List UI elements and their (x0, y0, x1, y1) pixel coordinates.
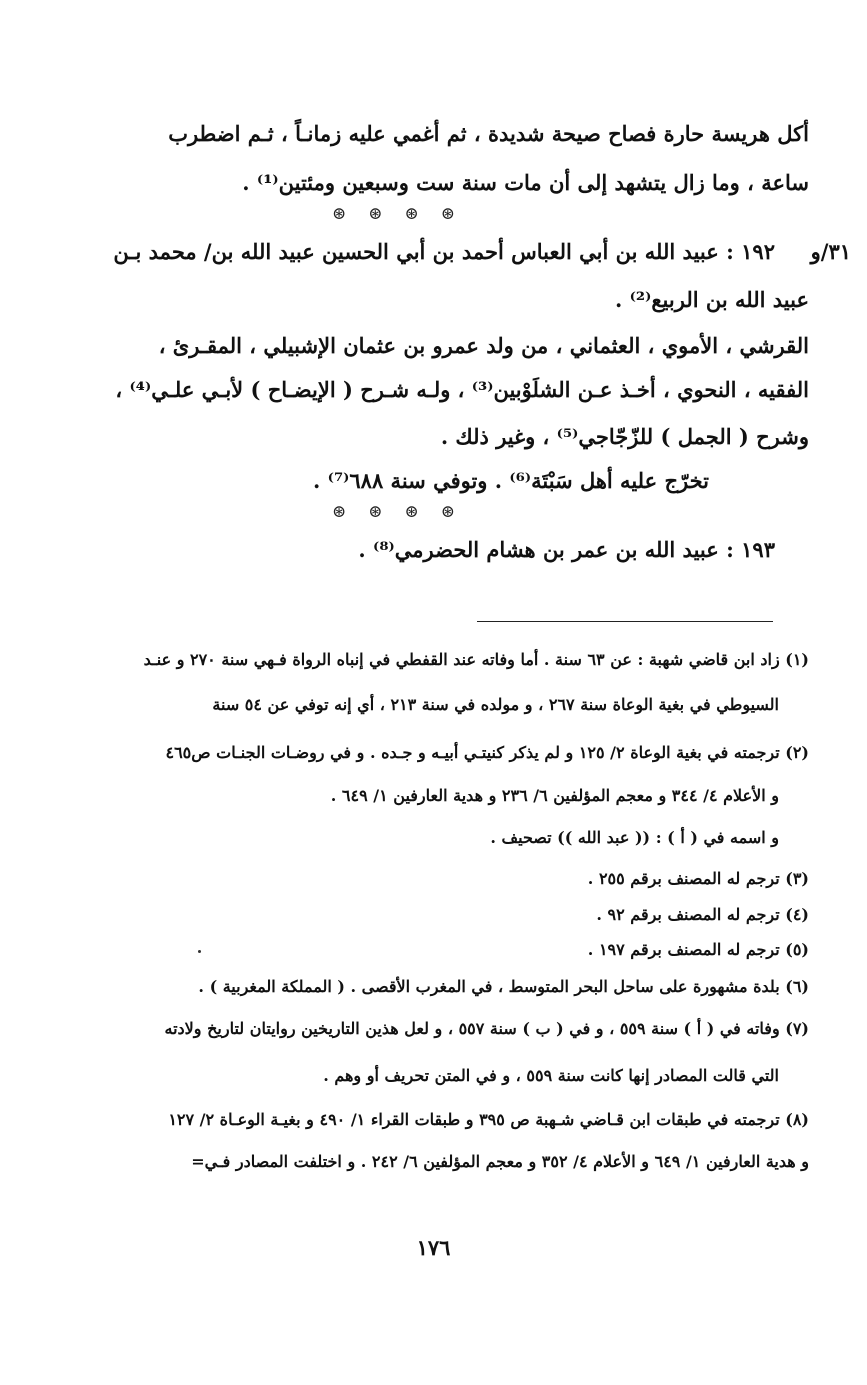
main-text-line: أكل هريسة حارة فصاح صيحة شديدة ، ثم أغمي عليه زمانـاً ، ثـم اضطرب (168, 121, 809, 146)
footnote-line: (٧) وفاته في ( أ ) سنة ٥٥٩ ، و في ( ب ) سنة ٥٥٧ ، و لعل هذين التاريخين روايتان لتاريخ ولادته (164, 1019, 809, 1038)
section-separator: ⊛⊛⊛⊛ (332, 502, 477, 522)
main-text-line: القرشي ، الأموي ، العثماني ، من ولد عمرو بن عثمان الإشبيلي ، المقـرئ ، (158, 333, 809, 358)
footnote-line: (٤) ترجم له المصنف برقم ٩٢ . (596, 905, 809, 924)
footnote-line: و الأعلام ٤/ ٣٤٤ و معجم المؤلفين ٦/ ٢٣٦ و هدية العارفين ١/ ٦٤٩ . (330, 786, 779, 805)
main-text-line: وشرح ( الجمل ) للزّجّاجي⁽⁵⁾ ، وغير ذلك . (440, 424, 809, 449)
footnote-line: و اسمه في ( أ ) : (( عبد الله )) تصحيف . (490, 828, 779, 847)
main-text-line: تخرّج عليه أهل سَبْتَة⁽⁶⁾ . وتوفي سنة ٦٨٨⁽⁷⁾ . (313, 468, 709, 493)
footnote-line: (٦) بلدة مشهورة على ساحل البحر المتوسط ، في المغرب الأقصى . ( المملكة المغربية ) . (198, 977, 809, 996)
footnote-line: (٣) ترجم له المصنف برقم ٢٥٥ . (587, 869, 809, 888)
entry-heading-193: ١٩٣ : عبيد الله بن عمر بن هشام الحضرمي⁽⁸⁾ . (358, 537, 775, 562)
footnote-separator-rule (477, 621, 773, 622)
footnote-line: (١) زاد ابن قاضي شهبة : عن ٦٣ سنة . أما وفاته عند القفطي في إنباه الرواة فـهي سنة ٢٧٠ و عنـد (143, 650, 809, 669)
footnote-line: (٨) ترجمته في طبقات ابن قـاضي شـهبة ص ٣٩٥ و طبقات القراء ١/ ٤٩٠ و بغيـة الوعـاة ٢/ ١٢٧ (168, 1110, 809, 1129)
footnote-line: السيوطي في بغية الوعاة سنة ٢٦٧ ، و مولده في سنة ٢١٣ ، أي إنه توفي عن ٥٤ سنة (212, 695, 779, 714)
footnote-line: التي قالت المصادر إنها كانت سنة ٥٥٩ ، و في المتن تحريف أو وهم . (323, 1066, 779, 1085)
page-number: ١٧٦ (416, 1235, 451, 1260)
manuscript-folio-ref: ٣١/و (810, 239, 851, 264)
ink-speck (198, 950, 201, 953)
footnote-line: و هدية العارفين ١/ ٦٤٩ و الأعلام ٤/ ٣٥٢ و معجم المؤلفين ٦/ ٢٤٢ . و اختلفت المصادر فـي= (191, 1152, 809, 1171)
footnote-line: (٢) ترجمته في بغية الوعاة ٢/ ١٢٥ و لم يذكر كنيتـي أبيـه و جـده . و في روضـات الجنـات ص٤٦٥ (165, 743, 809, 762)
entry-heading-192: ١٩٢ : عبيد الله بن أبي العباس أحمد بن أبي الحسين عبيد الله بن/ محمد بـن (113, 239, 775, 264)
main-text-line: ساعة ، وما زال يتشهد إلى أن مات سنة ست وسبعين ومئتين⁽¹⁾ . (242, 170, 809, 195)
main-text-line: عبيد الله بن الربيع⁽²⁾ . (615, 287, 809, 312)
section-separator: ⊛⊛⊛⊛ (332, 204, 477, 224)
main-text-line: الفقيه ، النحوي ، أخـذ عـن الشلَوْبين⁽³⁾ ، ولـه شـرح ( الإيضـاح ) لأبـي علـي⁽⁴⁾ ، (115, 377, 809, 402)
footnote-line: (٥) ترجم له المصنف برقم ١٩٧ . (587, 940, 809, 959)
